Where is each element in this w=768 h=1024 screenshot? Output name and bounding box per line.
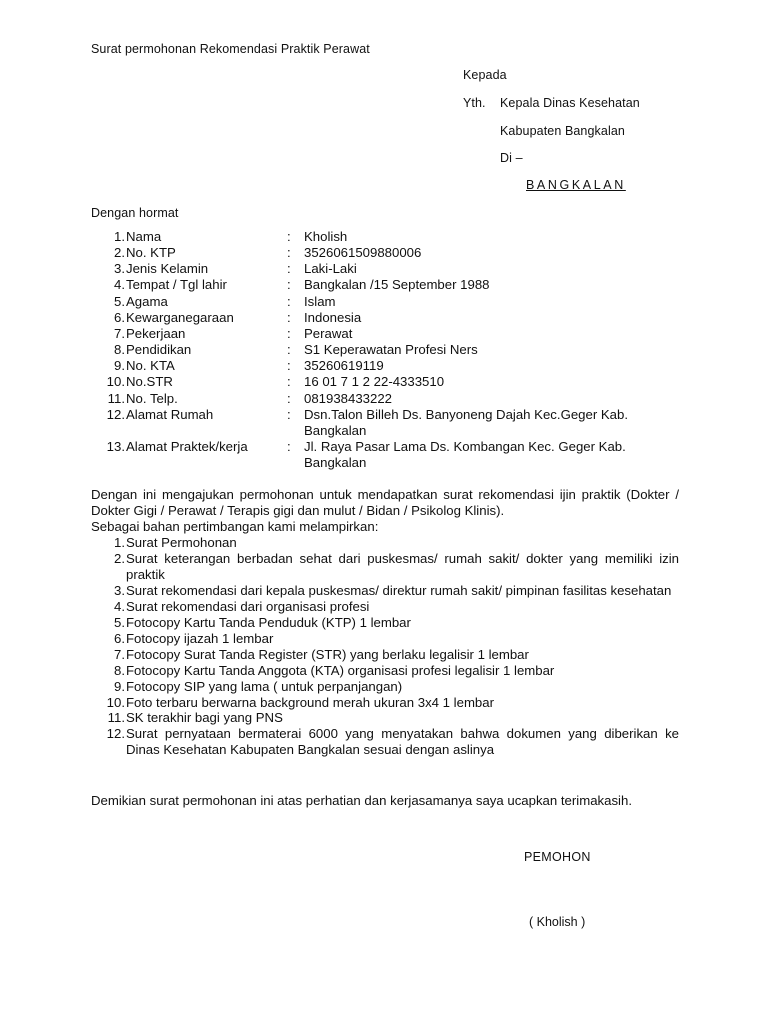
intro-paragraph: Dengan ini mengajukan permohonan untuk mendapatkan surat rekomendasi ijin praktik (Dokter / Dokter Gigi / Perawat / Terapis gigi dan mulut / Bidan / Psikolog Klinis). xyxy=(91,487,679,519)
identity-value: 081938433222 xyxy=(304,390,393,406)
identity-colon: : xyxy=(287,342,291,358)
recipient-kepada: Kepada xyxy=(463,68,507,82)
identity-number: 12. xyxy=(106,406,125,422)
attachment-number: 5. xyxy=(114,614,125,630)
identity-colon: : xyxy=(287,277,291,293)
attachment-intro: Sebagai bahan pertimbangan kami melampirkan: xyxy=(91,519,379,535)
document-title: Surat permohonan Rekomendasi Praktik Perawat xyxy=(91,42,370,56)
attachment-number: 4. xyxy=(114,598,125,614)
identity-value: 3526061509880006 xyxy=(304,245,422,261)
identity-value: Kholish xyxy=(304,229,348,244)
identity-label: Jenis Kelamin xyxy=(126,261,209,277)
identity-label: Pekerjaan xyxy=(126,325,186,341)
attachment-text: Fotocopy Kartu Tanda Penduduk (KTP) 1 lembar xyxy=(126,614,411,630)
identity-colon: : xyxy=(287,358,291,374)
attachment-number: 1. xyxy=(114,535,125,550)
identity-colon: : xyxy=(287,245,291,261)
identity-row xyxy=(91,326,691,342)
intro-section xyxy=(91,487,679,535)
signature-label: PEMOHON xyxy=(524,850,591,864)
identity-colon: : xyxy=(287,406,291,422)
attachment-text: Surat Permohonan xyxy=(126,535,237,550)
identity-colon: : xyxy=(287,374,291,390)
identity-label: No.STR xyxy=(126,374,173,390)
attachment-item xyxy=(91,583,679,599)
identity-row xyxy=(91,374,691,390)
identity-value: Jl. Raya Pasar Lama Ds. Kombangan Kec. Geger Kab. Bangkalan xyxy=(304,439,626,471)
attachment-text: Fotocopy Kartu Tanda Anggota (KTA) organisasi profesi legalisir 1 lembar xyxy=(126,662,555,678)
identity-number: 6. xyxy=(114,309,125,325)
identity-label: Agama xyxy=(126,293,168,309)
identity-number: 1. xyxy=(114,229,125,244)
identity-value: 16 01 7 1 2 22-4333510 xyxy=(304,374,445,390)
identity-row xyxy=(91,342,691,358)
attachment-item xyxy=(91,679,679,695)
attachment-number: 2. xyxy=(114,550,125,566)
attachment-number: 7. xyxy=(114,646,125,662)
attachment-number: 12. xyxy=(106,726,125,742)
attachment-text: Fotocopy Surat Tanda Register (STR) yang berlaku legalisir 1 lembar xyxy=(126,646,529,662)
identity-label: Tempat / Tgl lahir xyxy=(126,277,227,293)
identity-number: 2. xyxy=(114,245,125,261)
salutation: Dengan hormat xyxy=(91,206,179,220)
identity-label: No. KTA xyxy=(126,358,175,374)
identity-row xyxy=(91,229,691,245)
identity-number: 3. xyxy=(114,261,125,277)
attachment-text: Surat rekomendasi dari kepala puskesmas/ direktur rumah sakit/ pimpinan fasilitas kesehatan xyxy=(126,582,672,598)
recipient-regency: Kabupaten Bangkalan xyxy=(500,124,625,138)
identity-colon: : xyxy=(287,229,291,244)
attachment-number: 11. xyxy=(107,710,125,726)
identity-label: Pendidikan xyxy=(126,342,192,358)
identity-value: S1 Keperawatan Profesi Ners xyxy=(304,342,478,358)
attachment-item xyxy=(91,535,679,551)
identity-number: 10. xyxy=(106,374,125,390)
identity-label: Nama xyxy=(126,229,162,244)
identity-row xyxy=(91,277,691,293)
attachment-text: Fotocopy ijazah 1 lembar xyxy=(126,630,274,646)
identity-list xyxy=(91,229,691,471)
attachment-text: SK terakhir bagi yang PNS xyxy=(126,710,283,726)
identity-value: Dsn.Talon Billeh Ds. Banyoneng Dajah Kec.Geger Kab. Bangkalan xyxy=(304,406,629,438)
attachment-list xyxy=(91,535,679,758)
attachment-item xyxy=(91,631,679,647)
attachment-text: Foto terbaru berwarna background merah ukuran 3x4 1 lembar xyxy=(126,694,494,710)
identity-label: Alamat Praktek/kerja xyxy=(126,439,248,455)
attachment-item xyxy=(91,551,679,583)
attachment-item xyxy=(91,599,679,615)
identity-value: Perawat xyxy=(304,325,353,341)
identity-number: 8. xyxy=(114,342,125,358)
identity-row xyxy=(91,310,691,326)
attachment-number: 10. xyxy=(106,694,125,710)
recipient-di: Di – xyxy=(500,151,523,165)
attachment-item xyxy=(91,695,679,711)
attachment-number: 3. xyxy=(114,582,125,598)
identity-row xyxy=(91,294,691,310)
identity-number: 5. xyxy=(114,293,125,309)
identity-label: No. Telp. xyxy=(126,390,178,406)
identity-number: 11. xyxy=(107,390,125,406)
attachment-text: Surat pernyataan bermaterai 6000 yang menyatakan bahwa dokumen yang diberikan ke Dinas Kesehatan Kabupaten Bangkalan sesuai dengan aslinya xyxy=(126,726,679,758)
identity-label: Kewarganegaraan xyxy=(126,309,234,325)
attachment-item xyxy=(91,710,679,726)
identity-colon: : xyxy=(287,439,291,455)
identity-row xyxy=(91,261,691,277)
identity-row xyxy=(91,391,691,407)
closing-paragraph: Demikian surat permohonan ini atas perhatian dan kerjasamanya saya ucapkan terimakasih. xyxy=(91,793,632,808)
identity-label: No. KTP xyxy=(126,245,176,261)
attachment-number: 6. xyxy=(114,630,125,646)
identity-colon: : xyxy=(287,390,291,406)
identity-colon: : xyxy=(287,309,291,325)
attachment-item xyxy=(91,647,679,663)
identity-number: 4. xyxy=(114,277,125,293)
recipient-name: Kepala Dinas Kesehatan xyxy=(500,96,640,110)
identity-value: Indonesia xyxy=(304,309,362,325)
identity-row xyxy=(91,407,691,439)
identity-row xyxy=(91,439,691,471)
recipient-yth-label: Yth. xyxy=(463,96,486,110)
attachment-number: 8. xyxy=(114,662,125,678)
recipient-city: BANGKALAN xyxy=(526,178,626,192)
identity-number: 13. xyxy=(106,439,125,455)
attachment-item xyxy=(91,663,679,679)
identity-colon: : xyxy=(287,325,291,341)
attachment-text: Fotocopy SIP yang lama ( untuk perpanjangan) xyxy=(126,678,403,694)
signer-name: ( Kholish ) xyxy=(529,915,586,929)
attachment-item xyxy=(91,615,679,631)
identity-row xyxy=(91,245,691,261)
identity-value: Laki-Laki xyxy=(304,261,357,277)
attachment-text: Surat keterangan berbadan sehat dari puskesmas/ rumah sakit/ dokter yang memiliki izin praktik xyxy=(126,550,679,582)
identity-value: Islam xyxy=(304,293,336,309)
identity-number: 7. xyxy=(114,325,125,341)
identity-row xyxy=(91,358,691,374)
identity-value: 35260619119 xyxy=(304,358,384,374)
attachment-number: 9. xyxy=(114,678,125,694)
identity-label: Alamat Rumah xyxy=(126,406,214,422)
identity-number: 9. xyxy=(114,358,125,374)
identity-colon: : xyxy=(287,261,291,277)
attachment-item xyxy=(91,726,679,758)
attachment-text: Surat rekomendasi dari organisasi profesi xyxy=(126,598,370,614)
identity-value: Bangkalan /15 September 1988 xyxy=(304,277,490,293)
identity-colon: : xyxy=(287,293,291,309)
